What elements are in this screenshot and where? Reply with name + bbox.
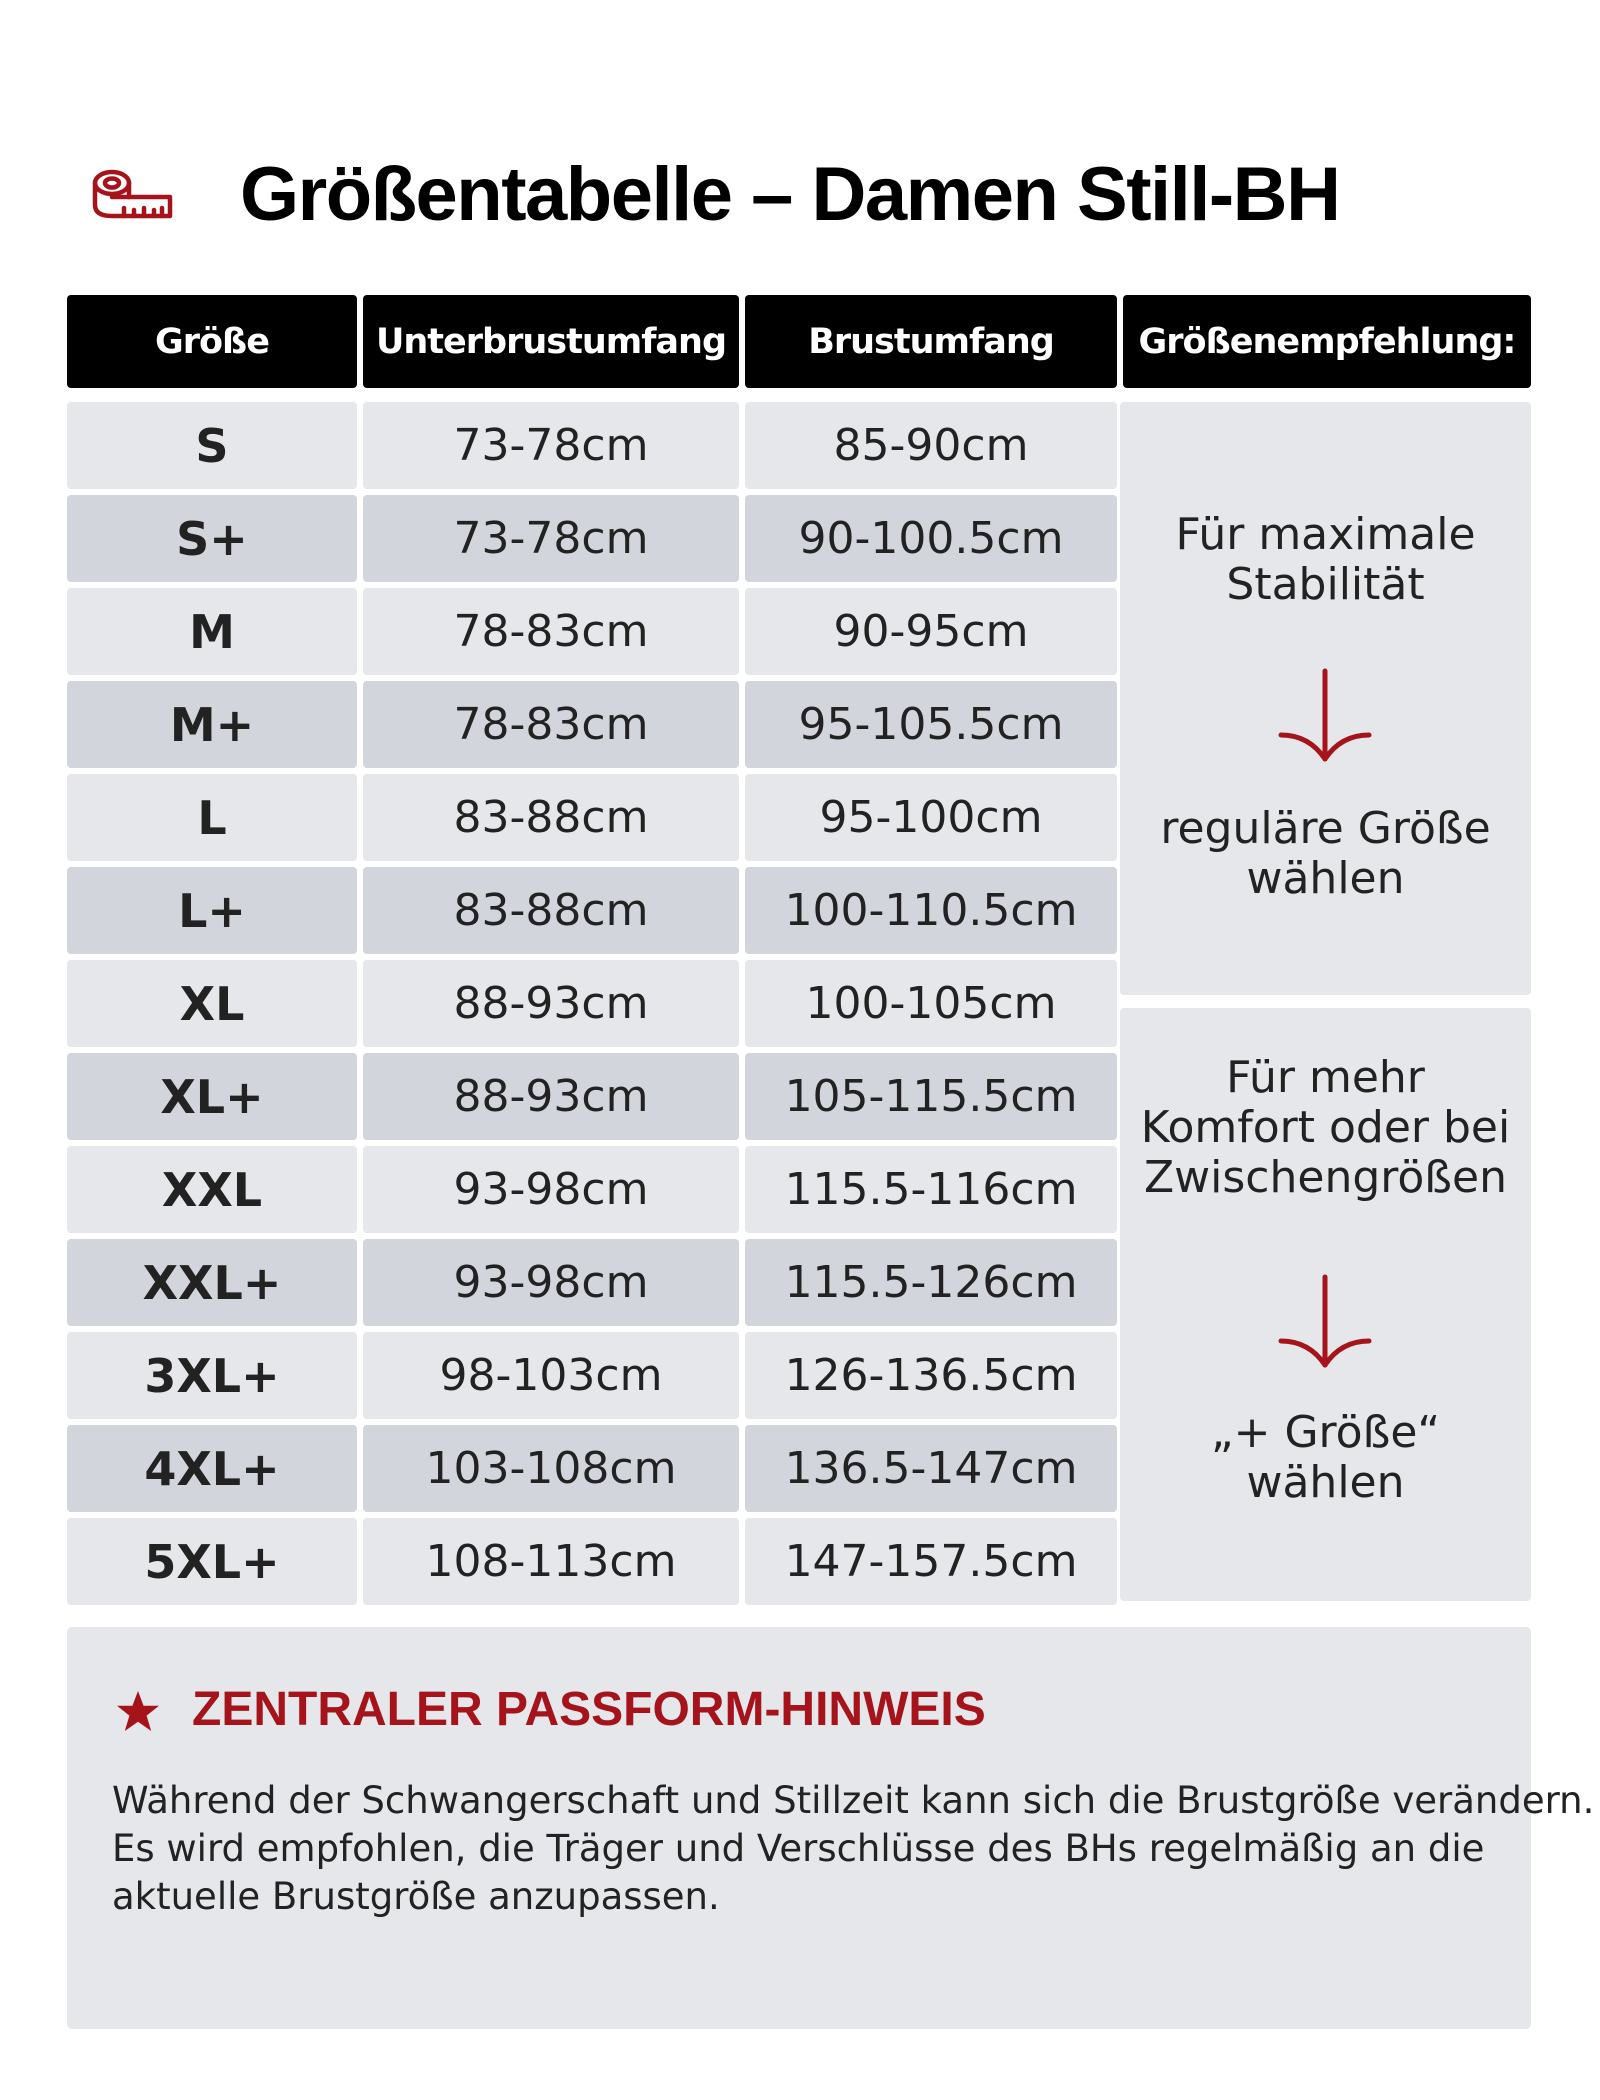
notice-line: Es wird empfohlen, die Träger und Verschlüsse des BHs regelmäßig an die xyxy=(112,1827,1485,1870)
underbust-cell: 93-98cm xyxy=(363,1146,739,1233)
table-row xyxy=(67,774,1117,861)
size-cell: XL xyxy=(67,960,357,1047)
size-cell: 4XL+ xyxy=(67,1425,357,1512)
table-row xyxy=(67,1518,1117,1605)
bust-cell: 85-90cm xyxy=(745,402,1117,489)
table-row xyxy=(67,1425,1117,1512)
underbust-cell: 83-88cm xyxy=(363,774,739,861)
size-cell: L xyxy=(67,774,357,861)
bust-cell: 90-95cm xyxy=(745,588,1117,675)
notice-line: Während der Schwangerschaft und Stillzeit kann sich die Brustgröße verändern. xyxy=(112,1779,1595,1822)
size-cell: XXL+ xyxy=(67,1239,357,1326)
table-row xyxy=(67,1053,1117,1140)
table-row xyxy=(67,402,1117,489)
table-row xyxy=(67,1239,1117,1326)
size-cell: M+ xyxy=(67,681,357,768)
bust-cell: 136.5-147cm xyxy=(745,1425,1117,1512)
table-row xyxy=(67,960,1117,1047)
recommendation-regular-bottom xyxy=(1120,804,1531,904)
table-row xyxy=(67,867,1117,954)
recommendation-text-line: wählen xyxy=(1246,853,1405,904)
bust-cell: 115.5-116cm xyxy=(745,1146,1117,1233)
bust-cell: 95-105.5cm xyxy=(745,681,1117,768)
table-row xyxy=(67,1332,1117,1419)
recommendation-regular xyxy=(1120,402,1531,995)
recommendation-text-line: Für maximale xyxy=(1175,509,1476,560)
recommendation-regular-top xyxy=(1120,510,1531,610)
size-cell: 3XL+ xyxy=(67,1332,357,1419)
column-header-recommendation: Größenempfehlung: xyxy=(1123,295,1531,388)
size-cell: S xyxy=(67,402,357,489)
recommendation-text-line: „+ Größe“ xyxy=(1210,1407,1441,1458)
underbust-cell: 98-103cm xyxy=(363,1332,739,1419)
arrow-down-icon xyxy=(1275,667,1375,767)
recommendation-plus xyxy=(1120,1008,1531,1601)
underbust-cell: 108-113cm xyxy=(363,1518,739,1605)
recommendation-text-line: reguläre Größe xyxy=(1160,803,1491,854)
bust-cell: 100-110.5cm xyxy=(745,867,1117,954)
recommendation-text-line: Komfort oder bei xyxy=(1140,1102,1511,1153)
bust-cell: 90-100.5cm xyxy=(745,495,1117,582)
underbust-cell: 73-78cm xyxy=(363,402,739,489)
size-cell: XL+ xyxy=(67,1053,357,1140)
underbust-cell: 78-83cm xyxy=(363,588,739,675)
bust-cell: 95-100cm xyxy=(745,774,1117,861)
underbust-cell: 103-108cm xyxy=(363,1425,739,1512)
table-row xyxy=(67,681,1117,768)
table-row xyxy=(67,495,1117,582)
recommendation-text-line: Für mehr xyxy=(1226,1052,1425,1103)
star-icon xyxy=(115,1689,161,1735)
underbust-cell: 73-78cm xyxy=(363,495,739,582)
column-header-underbust: Unterbrustumfang xyxy=(363,295,739,388)
column-header-bust: Brustumfang xyxy=(745,295,1117,388)
recommendation-text-line: wählen xyxy=(1246,1457,1405,1508)
arrow-down-icon xyxy=(1275,1273,1375,1373)
notice-line: aktuelle Brustgröße anzupassen. xyxy=(112,1875,720,1918)
recommendation-text-line: Zwischengrößen xyxy=(1144,1152,1507,1203)
table-row xyxy=(67,588,1117,675)
table-row xyxy=(67,1146,1117,1233)
notice-body xyxy=(112,1777,1595,1921)
size-cell: L+ xyxy=(67,867,357,954)
bust-cell: 147-157.5cm xyxy=(745,1518,1117,1605)
recommendation-plus-bottom xyxy=(1120,1408,1531,1508)
fit-notice-box xyxy=(67,1627,1595,2029)
page-title: Größentabelle – Damen Still-BH xyxy=(240,152,1340,237)
underbust-cell: 83-88cm xyxy=(363,867,739,954)
recommendation-text-line: Stabilität xyxy=(1226,559,1425,610)
underbust-cell: 78-83cm xyxy=(363,681,739,768)
title-row xyxy=(90,145,1340,245)
notice-title: ZENTRALER PASSFORM-HINWEIS xyxy=(192,1683,986,1736)
bust-cell: 105-115.5cm xyxy=(745,1053,1117,1140)
underbust-cell: 93-98cm xyxy=(363,1239,739,1326)
measuring-tape-icon xyxy=(90,165,176,225)
size-cell: S+ xyxy=(67,495,357,582)
recommendation-plus-top xyxy=(1120,1053,1531,1203)
column-header-size: Größe xyxy=(67,295,357,388)
bust-cell: 126-136.5cm xyxy=(745,1332,1117,1419)
underbust-cell: 88-93cm xyxy=(363,960,739,1047)
bust-cell: 115.5-126cm xyxy=(745,1239,1117,1326)
size-cell: XXL xyxy=(67,1146,357,1233)
underbust-cell: 88-93cm xyxy=(363,1053,739,1140)
size-cell: 5XL+ xyxy=(67,1518,357,1605)
size-cell: M xyxy=(67,588,357,675)
bust-cell: 100-105cm xyxy=(745,960,1117,1047)
